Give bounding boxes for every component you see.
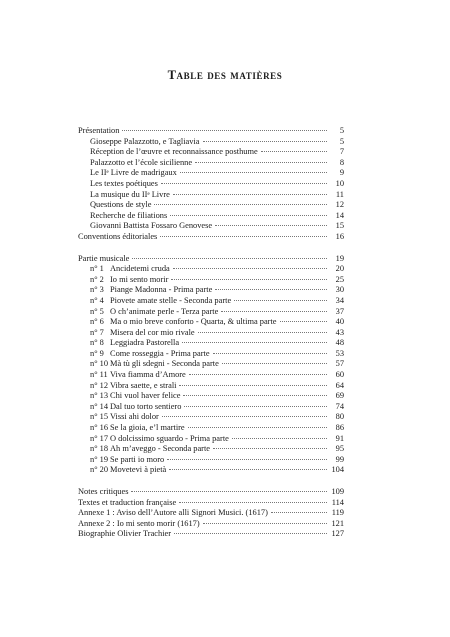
toc-entry-label: Questions de style — [90, 200, 152, 210]
dot-leader — [174, 533, 327, 534]
piece-number: n° 1 — [90, 264, 104, 274]
piece-number: n° 5 — [90, 306, 104, 316]
toc-entry-page: 8 — [339, 157, 344, 167]
toc-entry-presentation — [78, 126, 344, 137]
toc-entry-page: 64 — [335, 380, 344, 390]
toc-entry-backmatter — [78, 508, 344, 519]
toc-subentry — [78, 158, 344, 169]
piece-number: n° 6 — [90, 317, 104, 327]
dot-leader — [222, 363, 327, 364]
dot-leader — [213, 353, 327, 354]
dot-leader — [195, 162, 327, 163]
toc-entry-page: 99 — [335, 454, 344, 464]
piece-number: n° 7 — [90, 327, 104, 337]
toc-entry-label: Mà tù gli sdegni - Seconda parte — [110, 359, 219, 369]
toc-piece — [78, 264, 344, 275]
toc-entry-label: Annexe 2 : Io mi sento morir (1617) — [78, 518, 200, 528]
toc-entry-page: 7 — [339, 147, 344, 157]
piece-number: n° 20 — [90, 465, 109, 475]
dot-leader — [122, 130, 327, 131]
toc-entry-page: 43 — [335, 327, 344, 337]
toc-entry-label: Recherche de filiations — [90, 210, 168, 220]
piece-number: n° 12 — [90, 380, 109, 390]
dot-leader — [232, 438, 327, 439]
page-title: Table des matières — [167, 68, 283, 82]
dot-leader — [154, 204, 327, 205]
toc-entry-page: 25 — [335, 274, 344, 284]
toc-entry-label: Movetevi à pietà — [110, 465, 167, 475]
toc-entry-page: 95 — [335, 444, 344, 454]
toc-entry-page: 114 — [331, 497, 344, 507]
toc-entry-page: 16 — [335, 231, 344, 241]
toc-entry-page: 80 — [335, 412, 344, 422]
toc-entry-label: Io mi sento morir — [110, 274, 169, 284]
toc-entry-page: 69 — [335, 391, 344, 401]
toc-subentry — [78, 168, 344, 179]
toc-entry-label: Piovete amate stelle - Seconda parte — [110, 295, 232, 305]
piece-number: n° 17 — [90, 433, 109, 443]
toc-entry-label: Come rosseggia - Prima parte — [110, 348, 210, 358]
toc-entry-label: Chi vuol haver felice — [110, 391, 181, 401]
dot-leader — [173, 194, 327, 195]
dot-leader — [132, 258, 327, 259]
toc-entry-page: 121 — [331, 518, 344, 528]
toc-piece — [78, 391, 344, 402]
toc-subentry — [78, 137, 344, 148]
toc-subentry — [78, 179, 344, 190]
toc-piece — [78, 402, 344, 413]
toc-entry-page: 119 — [331, 508, 344, 518]
toc-piece — [78, 444, 344, 455]
toc-subentry — [78, 221, 344, 232]
toc-entry-page: 12 — [335, 200, 344, 210]
toc-entry-label: O dolcissimo sguardo - Prima parte — [110, 433, 229, 443]
toc-entry-label: Se la gioia, e’l martire — [110, 423, 185, 433]
dot-leader — [171, 279, 327, 280]
toc-entry-label: Gioseppe Palazzotto, e Tagliavia — [90, 136, 200, 146]
toc-entry-page: 109 — [331, 487, 344, 496]
toc-entry-page: 5 — [339, 136, 344, 146]
piece-number: n° 8 — [90, 338, 104, 348]
piece-number: n° 19 — [90, 454, 109, 464]
dot-leader — [280, 321, 327, 322]
table-of-contents — [78, 126, 344, 540]
toc-entry-label: Giovanni Battista Fossaro Genovese — [90, 221, 213, 231]
toc-entry-conventions — [78, 232, 344, 243]
dot-leader — [188, 427, 327, 428]
dot-leader — [179, 502, 327, 503]
toc-piece — [78, 296, 344, 307]
toc-entry-label: Réception de l’œuvre et reconnaissance posthume — [90, 147, 258, 157]
toc-entry-label: Le IIᵉ Livre de madrigaux — [90, 168, 177, 178]
dot-leader — [261, 151, 327, 152]
piece-number: n° 18 — [90, 444, 109, 454]
dot-leader — [170, 215, 327, 216]
toc-entry-label: Ma o mio breve conforto - Quarta, & ultima parte — [110, 317, 277, 327]
toc-entry-label: Vibra saette, e strali — [110, 380, 177, 390]
toc-entry-page: 10 — [335, 178, 344, 188]
toc-entry-page: 86 — [335, 423, 344, 433]
toc-entry-label: Piange Madonna - Prima parte — [110, 285, 213, 295]
toc-entry-page: 20 — [335, 264, 344, 274]
toc-entry-page: 19 — [335, 253, 344, 263]
piece-number: n° 9 — [90, 348, 104, 358]
piece-number: n° 14 — [90, 401, 109, 411]
toc-piece — [78, 307, 344, 318]
dot-leader — [213, 448, 327, 449]
toc-entry-page: 91 — [335, 433, 344, 443]
dot-leader — [179, 385, 327, 386]
toc-entry-label: Partie musicale — [78, 253, 130, 263]
dot-leader — [182, 342, 327, 343]
toc-entry-partie-musicale — [78, 254, 344, 265]
dot-leader — [131, 491, 327, 492]
toc-piece — [78, 317, 344, 328]
piece-number: n° 13 — [90, 391, 109, 401]
toc-entry-label: Les textes poétiques — [90, 178, 158, 188]
toc-entry-page: 9 — [339, 168, 344, 178]
toc-entry-page: 40 — [335, 317, 344, 327]
dot-leader — [169, 469, 327, 470]
dot-leader — [184, 406, 327, 407]
toc-piece — [78, 328, 344, 339]
toc-entry-page: 74 — [335, 401, 344, 411]
piece-number: n° 10 — [90, 359, 109, 369]
dot-leader — [215, 225, 327, 226]
dot-leader — [180, 172, 327, 173]
toc-entry-label: Ah m’aveggo - Seconda parte — [110, 444, 210, 454]
piece-number: n° 2 — [90, 274, 104, 284]
toc-subentry — [78, 190, 344, 201]
toc-entry-page: 53 — [335, 348, 344, 358]
toc-entry-label: Textes et traduction française — [78, 497, 177, 507]
dot-leader — [161, 183, 327, 184]
toc-entry-page: 14 — [335, 210, 344, 220]
toc-entry-label: Viva fiamma d’Amore — [110, 370, 186, 380]
toc-entry-label: Biographie Olivier Trachier — [78, 529, 172, 539]
dot-leader — [198, 332, 327, 333]
dot-leader — [162, 416, 327, 417]
piece-number: n° 16 — [90, 423, 109, 433]
piece-number: n° 11 — [90, 370, 108, 380]
dot-leader — [183, 395, 327, 396]
toc-entry-page: 60 — [335, 370, 344, 380]
dot-leader — [203, 141, 328, 142]
dot-leader — [167, 459, 327, 460]
dot-leader — [215, 289, 327, 290]
toc-piece — [78, 434, 344, 445]
toc-entry-label: Présentation — [78, 126, 120, 135]
dot-leader — [271, 512, 327, 513]
toc-entry-label: Ancidetemi cruda — [110, 264, 170, 274]
toc-entry-label: Leggiadra Pastorella — [110, 338, 180, 348]
toc-piece — [78, 370, 344, 381]
toc-piece — [78, 359, 344, 370]
piece-number: n° 3 — [90, 285, 104, 295]
toc-entry-backmatter — [78, 487, 344, 498]
toc-entry-page: 11 — [335, 189, 344, 199]
dot-leader — [189, 374, 327, 375]
toc-piece — [78, 412, 344, 423]
toc-entry-page: 57 — [335, 359, 344, 369]
toc-entry-label: Misera del cor mio rivale — [110, 327, 195, 337]
toc-subentry — [78, 200, 344, 211]
toc-piece — [78, 455, 344, 466]
toc-piece — [78, 338, 344, 349]
toc-subentry — [78, 147, 344, 158]
piece-number: n° 15 — [90, 412, 109, 422]
toc-piece — [78, 423, 344, 434]
toc-entry-backmatter — [78, 519, 344, 530]
toc-entry-page: 104 — [331, 465, 344, 475]
toc-entry-page: 5 — [339, 126, 344, 135]
toc-entry-page: 34 — [335, 295, 344, 305]
dot-leader — [221, 311, 327, 312]
toc-entry-label: Conventions éditoriales — [78, 231, 158, 241]
toc-entry-page: 37 — [335, 306, 344, 316]
toc-piece — [78, 465, 344, 476]
toc-entry-backmatter — [78, 498, 344, 509]
dot-leader — [203, 523, 327, 524]
dot-leader — [160, 236, 327, 237]
toc-entry-label: Dal tuo torto sentiero — [110, 401, 182, 411]
toc-entry-label: La musique du IIᵉ Livre — [90, 189, 170, 199]
toc-piece — [78, 285, 344, 296]
dot-leader — [173, 268, 327, 269]
dot-leader — [234, 300, 327, 301]
toc-entry-page: 30 — [335, 285, 344, 295]
toc-entry-backmatter — [78, 529, 344, 540]
toc-entry-page: 127 — [331, 529, 344, 539]
toc-entry-label: Annexe 1 : Aviso dell’Autore alli Signori Musici. (1617) — [78, 508, 268, 518]
toc-entry-page: 15 — [335, 221, 344, 231]
toc-subentry — [78, 211, 344, 222]
toc-piece — [78, 349, 344, 360]
piece-number: n° 4 — [90, 295, 104, 305]
toc-entry-page: 48 — [335, 338, 344, 348]
toc-entry-label: Palazzotto et l’école sicilienne — [90, 157, 193, 167]
toc-piece — [78, 275, 344, 286]
toc-entry-label: O ch’animate perle - Terza parte — [110, 306, 219, 316]
toc-entry-label: Notes critiques — [78, 487, 129, 496]
toc-piece — [78, 381, 344, 392]
toc-entry-label: Vissi ahi dolor — [110, 412, 159, 422]
toc-entry-label: Se parti io moro — [110, 454, 165, 464]
